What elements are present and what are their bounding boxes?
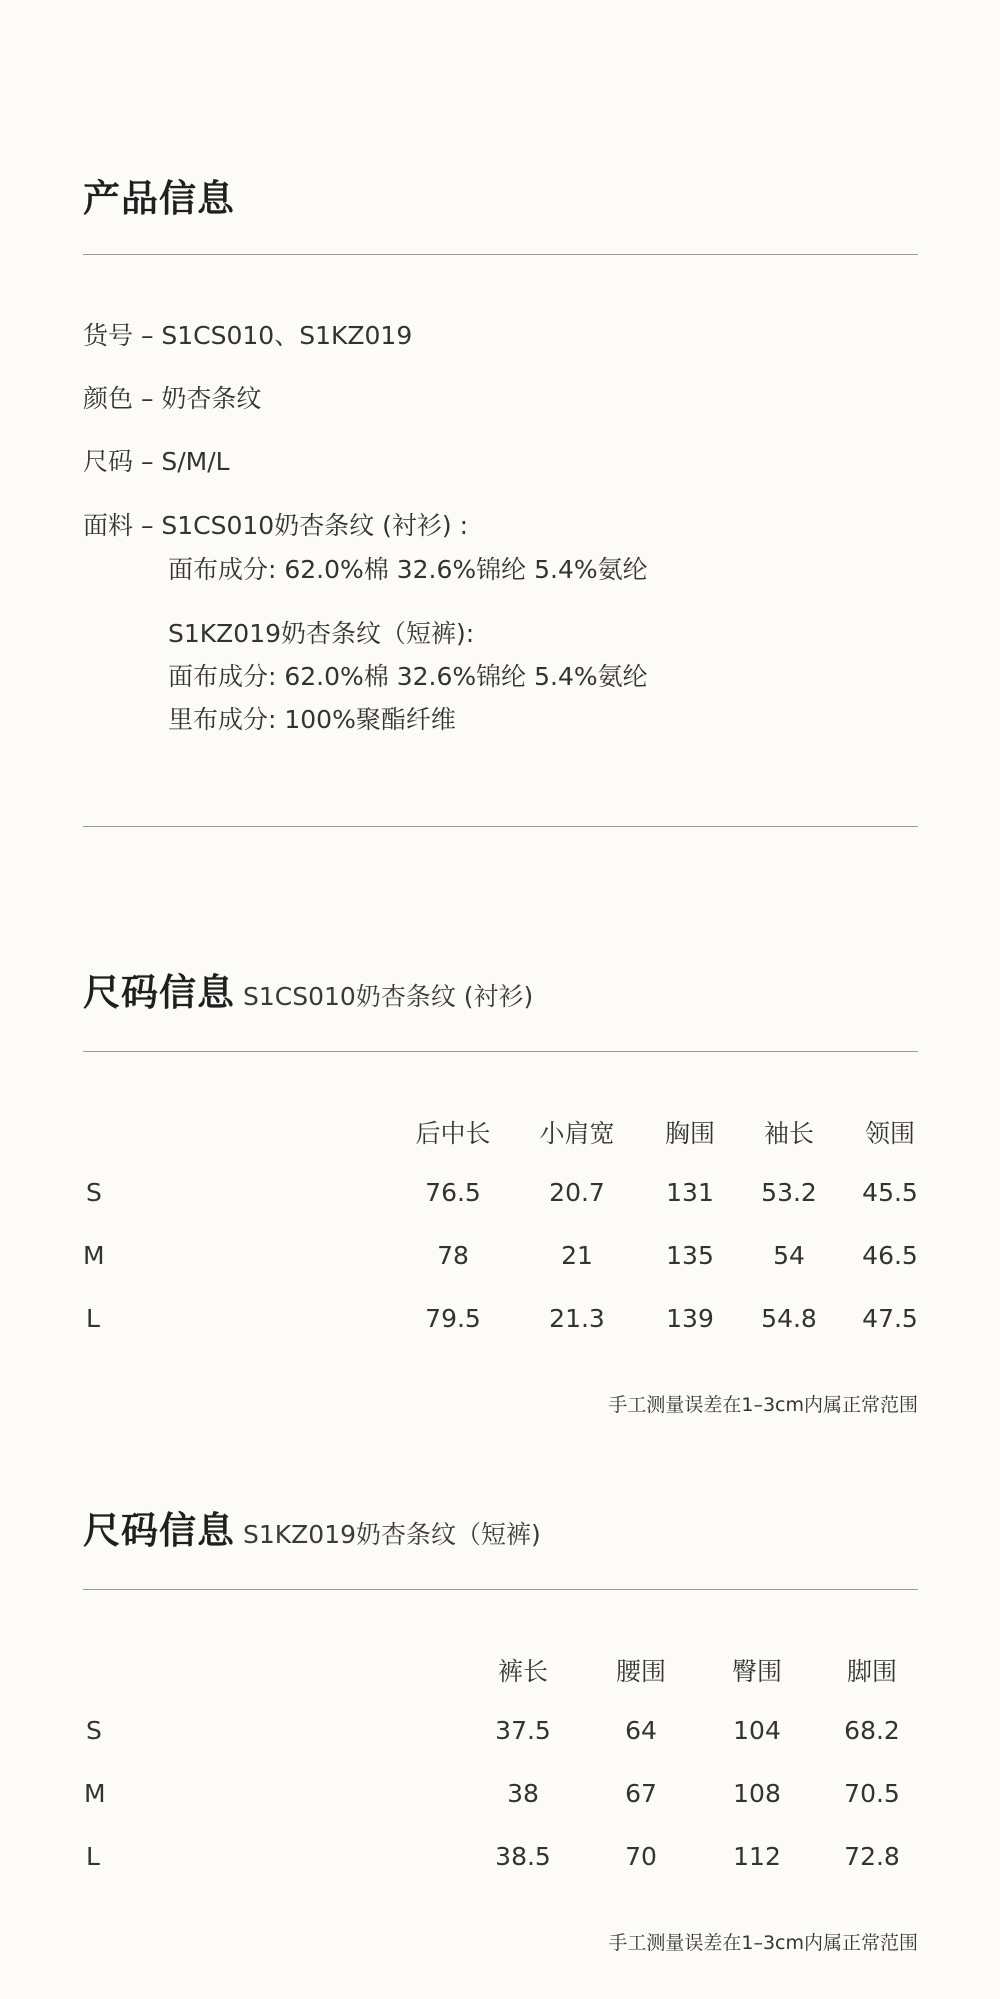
fabric-shorts-composition: 面布成分: 62.0%棉 32.6%锦纶 5.4%氨纶 [168,662,648,691]
shirt-row-size: M [83,1241,105,1270]
shorts-cell: 72.8 [844,1842,900,1871]
shirt-size-heading: 尺码信息 [83,971,235,1014]
shorts-row-size: L [86,1842,100,1871]
shirt-cell: 76.5 [425,1178,481,1207]
shorts-header-hem: 脚围 [846,1657,898,1686]
shorts-cell: 38.5 [495,1842,551,1871]
shorts-header-length: 裤长 [497,1657,549,1686]
shorts-row-size: S [86,1716,102,1745]
fabric-shorts-lining: 里布成分: 100%聚酯纤维 [168,705,456,734]
shorts-cell: 38 [507,1779,539,1808]
shirt-cell: 21.3 [549,1304,605,1333]
shorts-header-waist: 腰围 [615,1657,667,1686]
shorts-cell: 112 [733,1842,781,1871]
color-info: 颜色 – 奶杏条纹 [83,384,262,413]
size-info: 尺码 – S/M/L [83,447,230,476]
shirt-size-subtitle: S1CS010奶杏条纹 (衬衫) [243,982,534,1011]
item-number: 货号 – S1CS010、S1KZ019 [83,321,413,350]
shirt-header-back-length: 后中长 [415,1119,491,1148]
shirt-header-chest: 胸围 [664,1119,716,1148]
shirt-cell: 54 [773,1241,805,1270]
shorts-cell: 64 [625,1716,657,1745]
product-info-title: 产品信息 [83,177,235,220]
shorts-cell: 37.5 [495,1716,551,1745]
divider [83,1589,918,1590]
fabric-shorts-label: S1KZ019奶杏条纹（短裤): [168,619,475,648]
shirt-cell: 78 [437,1241,469,1270]
shirt-cell: 139 [666,1304,714,1333]
shirt-cell: 135 [666,1241,714,1270]
shorts-row-size: M [84,1779,106,1808]
shorts-measurement-note: 手工测量误差在1–3cm内属正常范围 [608,1932,918,1954]
shirt-cell: 79.5 [425,1304,481,1333]
shorts-header-hip: 臀围 [731,1657,783,1686]
shorts-cell: 104 [733,1716,781,1745]
shirt-size-title [83,962,533,1016]
shirt-cell: 20.7 [549,1178,605,1207]
shirt-row-size: L [86,1304,100,1333]
shirt-header-shoulder: 小肩宽 [539,1119,615,1148]
shirt-cell: 45.5 [862,1178,918,1207]
shirt-cell: 21 [561,1241,593,1270]
divider [83,254,918,255]
shorts-cell: 70 [625,1842,657,1871]
shirt-header-sleeve: 袖长 [763,1119,815,1148]
shirt-cell: 46.5 [862,1241,918,1270]
divider [83,1051,918,1052]
shorts-cell: 70.5 [844,1779,900,1808]
shirt-measurement-note: 手工测量误差在1–3cm内属正常范围 [608,1394,918,1416]
shirt-cell: 131 [666,1178,714,1207]
shorts-cell: 67 [625,1779,657,1808]
shorts-cell: 108 [733,1779,781,1808]
shirt-cell: 54.8 [761,1304,817,1333]
divider [83,826,918,827]
fabric-shirt-composition: 面布成分: 62.0%棉 32.6%锦纶 5.4%氨纶 [168,555,648,584]
shorts-size-title [83,1500,541,1554]
shorts-size-heading: 尺码信息 [83,1509,235,1552]
fabric-info: 面料 – S1CS010奶杏条纹 (衬衫) : [83,511,469,540]
shorts-size-subtitle: S1KZ019奶杏条纹（短裤) [243,1520,541,1549]
shirt-row-size: S [86,1178,102,1207]
shirt-cell: 47.5 [862,1304,918,1333]
shirt-cell: 53.2 [761,1178,817,1207]
shirt-header-collar: 领围 [864,1119,916,1148]
shorts-cell: 68.2 [844,1716,900,1745]
